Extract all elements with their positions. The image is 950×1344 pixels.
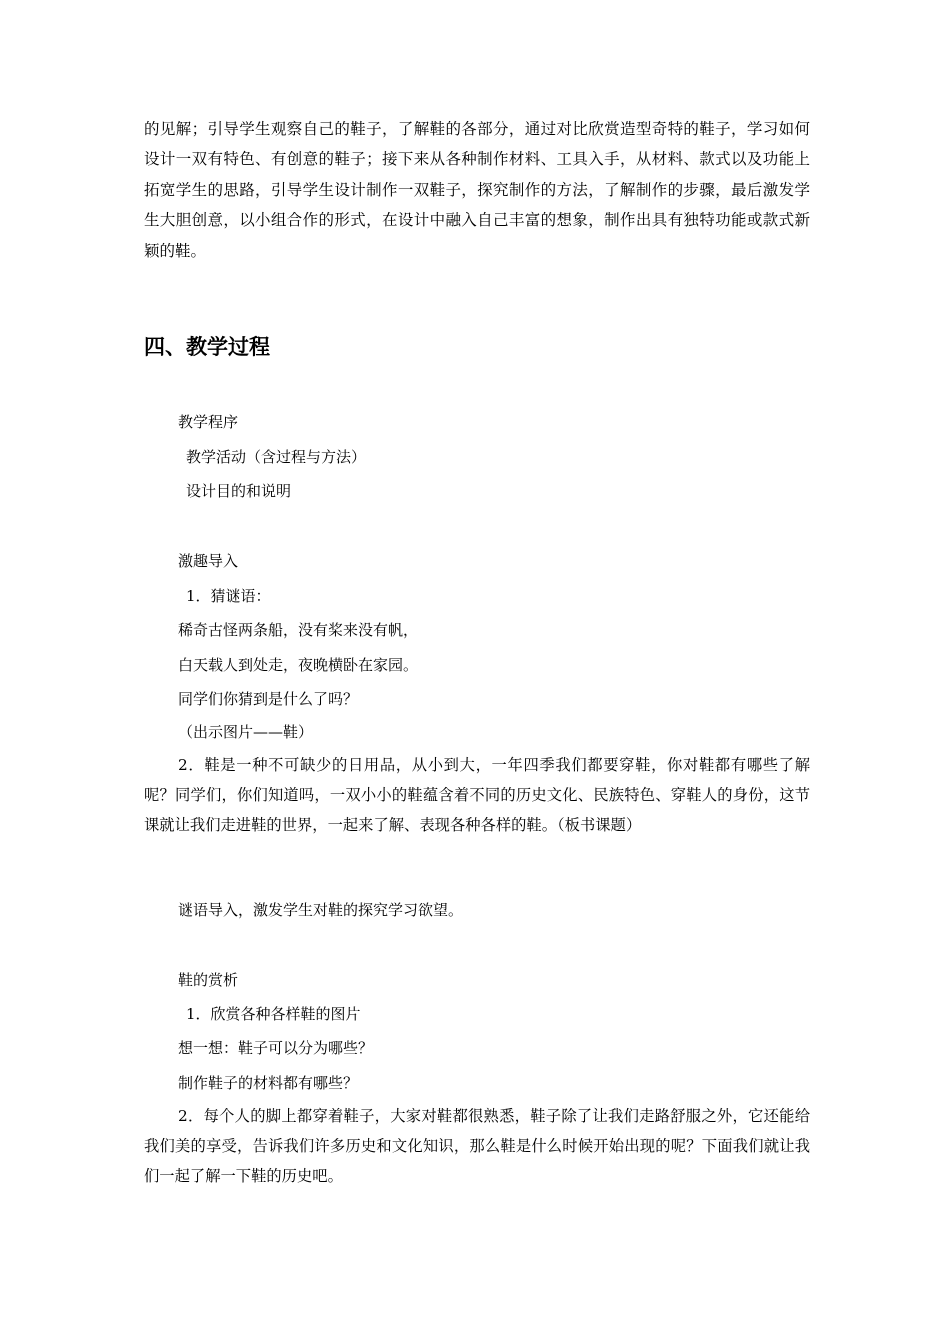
- table-header-activity: 教学活动（含过程与方法）: [186, 448, 367, 466]
- riddle-question: 同学们你猜到是什么了吗？: [178, 690, 359, 708]
- table-header-procedure: 教学程序: [178, 413, 239, 431]
- step2-title: 鞋的赏析: [178, 971, 239, 989]
- table-header-purpose: 设计目的和说明: [186, 482, 292, 500]
- step1-item2: 2．鞋是一种不可缺少的日用品，从小到大，一年四季我们都要穿鞋，你对鞋都有哪些了解呢？同学们，你们知道吗，一双小小的鞋蕴含着不同的历史文化、民族特色、穿鞋人的身份，这节课就让我们走进鞋的世界，一起来了解、表现各种各样的鞋。（板书课题）: [144, 756, 810, 835]
- step1-purpose: 谜语导入，激发学生对鞋的探究学习欲望。: [178, 901, 464, 919]
- step1-item1: 1．猜谜语：: [186, 587, 271, 605]
- step2-think1: 想一想：鞋子可以分为哪些？: [178, 1039, 374, 1057]
- show-picture-note: （出示图片——鞋）: [178, 723, 314, 741]
- section-heading: 四、教学过程: [144, 335, 270, 359]
- step2-item2: 2．每个人的脚上都穿着鞋子，大家对鞋都很熟悉，鞋子除了让我们走路舒服之外，它还能给我们美的享受，告诉我们许多历史和文化知识，那么鞋是什么时候开始出现的呢？下面我们就让我们一起了解一下鞋的历史吧。: [144, 1107, 810, 1186]
- step2-item1: 1．欣赏各种各样鞋的图片: [186, 1005, 361, 1023]
- riddle-line-2: 白天载人到处走，夜晚横卧在家园。: [178, 656, 419, 674]
- intro-paragraph: 的见解；引导学生观察自己的鞋子，了解鞋的各部分，通过对比欣赏造型奇特的鞋子，学习如何设计一双有特色、有创意的鞋子；接下来从各种制作材料、工具入手，从材料、款式以及功能上拓宽学生的思路，引导学生设计制作一双鞋子，探究制作的方法，了解制作的步骤，最后激发学生大胆创意，以小组合作的形式，在设计中融入自己丰富的想象，制作出具有独特功能或款式新颖的鞋。: [144, 120, 810, 260]
- step2-think2: 制作鞋子的材料都有哪些？: [178, 1074, 359, 1092]
- step1-title: 激趣导入: [178, 552, 239, 570]
- riddle-line-1: 稀奇古怪两条船，没有桨来没有帆，: [178, 621, 419, 639]
